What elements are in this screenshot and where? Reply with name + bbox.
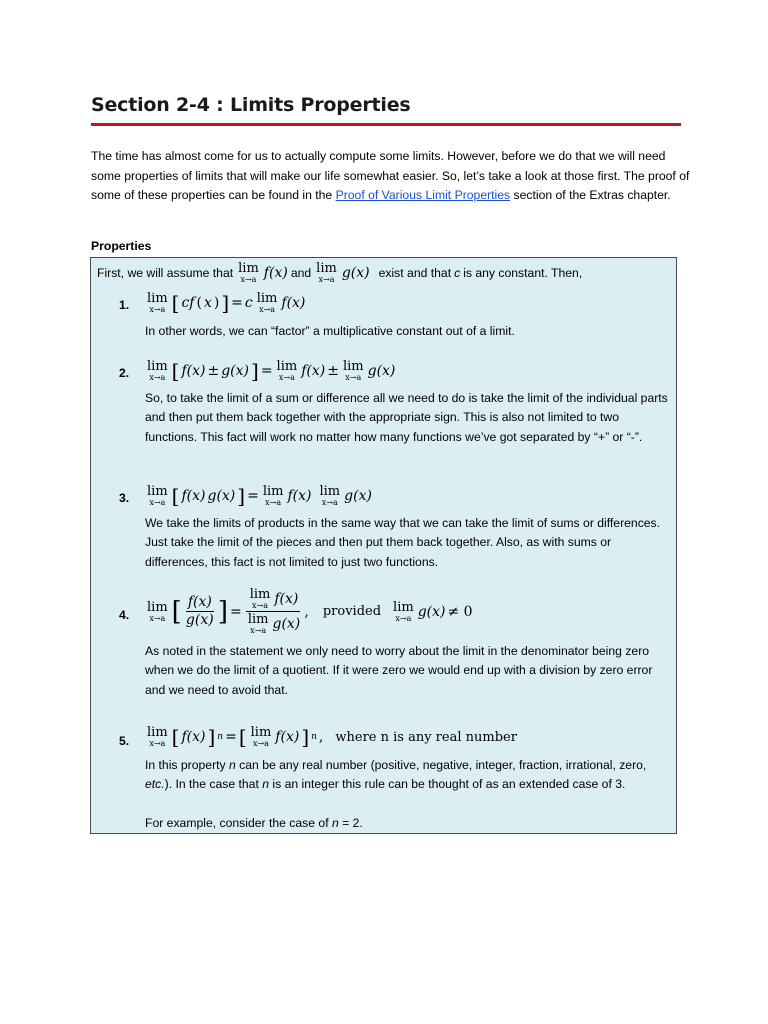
assume-post-b: is any constant. Then,: [463, 266, 583, 280]
example-line: For example, consider the case of n = 2.: [145, 816, 363, 830]
item-description: So, to take the limit of a sum or difference all we need to do is take the limit of the individual parts and then put them back together with the appropriate sign. This is also not limited to two functions. This fact will work no matter how many functions we’ve got separated by “+” or “-”.: [145, 391, 668, 444]
item-number: 5.: [119, 734, 130, 748]
f-of-x: f(x): [263, 265, 288, 281]
formula-5: lim x→a [ f(x) ] n = [ lim x→a f(x) ] n , where n is any real number: [147, 725, 517, 749]
assume-c: c: [454, 266, 461, 280]
item-description: In this property n can be any real number (positive, negative, integer, fraction, irrational, zero, etc.). In the case that n is an integer this rule can be thought of as an extended case of 3.: [145, 758, 647, 792]
lim-operator: lim x→a: [238, 261, 259, 284]
title-underline: [91, 123, 681, 126]
intro-text-after: section of the Extras chapter.: [510, 188, 671, 202]
assume-pre: First, we will assume that: [97, 266, 234, 280]
item-description: We take the limits of products in the same way that we can take the limit of sums or differences. Just take the limit of the pieces and then put them back together. Also, as with sums or differences, this fact is not limited to just two functions.: [145, 516, 661, 569]
assume-post-a: exist and that: [378, 266, 452, 280]
assume-and: and: [290, 266, 312, 280]
item-number: 2.: [119, 366, 130, 380]
page-title: Section 2-4 : Limits Properties: [91, 94, 411, 116]
lim-operator: lim x→a: [316, 261, 337, 284]
item-number: 3.: [119, 491, 130, 505]
formula-3: lim x→a [ f(x) g(x) ] = lim x→a f(x) lim x→a g(x): [147, 484, 372, 508]
intro-paragraph: [91, 147, 691, 206]
item-number: 4.: [119, 608, 130, 622]
intro-text-before: The time has almost come for us to actually compute some limits. However, before we do that we will need some properties of limits that will make our life somewhat easier. So, let’s take a look at those first. The proof of some of these properties can be found in the: [91, 149, 690, 202]
item-description: As noted in the statement we only need to worry about the limit in the denominator being zero when we do the limit of a quotient. If it were zero we would end up with a division by zero error and we need to avoid that.: [145, 644, 653, 697]
formula-1: lim x→a [ cf ( x ) ] = c lim x→a f(x): [147, 291, 306, 315]
item-description: In other words, we can “factor” a multiplicative constant out of a limit.: [145, 324, 515, 338]
g-of-x: g(x): [341, 265, 370, 281]
provided-text: provided: [322, 604, 382, 619]
item-number: 1.: [119, 298, 130, 312]
properties-heading: Properties: [91, 239, 152, 253]
proof-limit-properties-link[interactable]: Proof of Various Limit Properties: [335, 188, 511, 202]
where-text: where n is any real number: [335, 729, 517, 745]
formula-2: lim x→a [ f(x) ± g(x) ] = lim x→a f(x) ± lim x→a g(x): [147, 359, 396, 383]
assumption-line: [97, 262, 672, 284]
formula-4: lim x→a [ $\frac{f(x)}{g(x)}$ ] = lim x→a f(x) lim x→a g(x) , provided lim x→a g(x) ≠ 0: [147, 587, 473, 635]
